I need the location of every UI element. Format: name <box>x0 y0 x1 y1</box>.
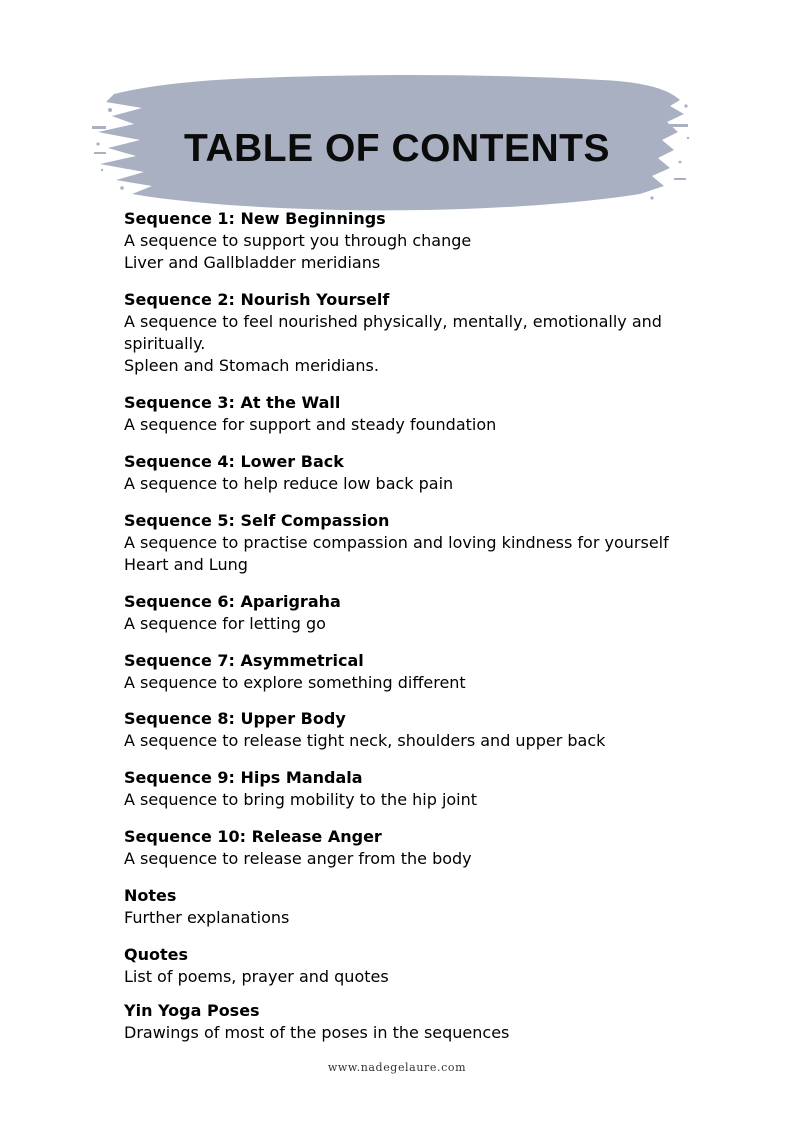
toc-entry-heading: Sequence 10: Release Anger <box>124 827 382 846</box>
toc-entry-sequence-2 <box>124 289 684 377</box>
toc-entry-description: A sequence to explore something different <box>124 673 466 692</box>
toc-entry-heading: Sequence 6: Aparigraha <box>124 592 341 611</box>
toc-entry-sequence-5 <box>124 510 684 576</box>
footer-website-url: www.nadegelaure.com <box>327 1061 467 1074</box>
toc-entry-description: Drawings of most of the poses in the sequences <box>124 1023 510 1042</box>
toc-entry-description: A sequence to practise compassion and loving kindness for yourself <box>124 533 669 552</box>
toc-entry-description: A sequence to support you through change <box>124 231 472 250</box>
toc-entry-sequence-10 <box>124 826 684 870</box>
toc-entry-heading: Yin Yoga Poses <box>124 1001 260 1020</box>
toc-entry-heading: Sequence 5: Self Compassion <box>124 511 390 530</box>
toc-entry-sequence-4 <box>124 451 684 495</box>
toc-entry-notes <box>124 885 684 929</box>
toc-entry-description: A sequence to bring mobility to the hip joint <box>124 790 478 809</box>
toc-entry-description: A sequence for letting go <box>124 614 326 633</box>
toc-entry-description: A sequence to feel nourished physically, mentally, emotionally and spiritually. <box>124 312 662 353</box>
toc-entry-meridians: Liver and Gallbladder meridians <box>124 253 381 272</box>
toc-entry-sequence-9 <box>124 767 684 811</box>
toc-entry-sequence-6 <box>124 591 684 635</box>
toc-entry-heading: Sequence 2: Nourish Yourself <box>124 290 390 309</box>
toc-entry-description: A sequence to help reduce low back pain <box>124 474 454 493</box>
toc-entry-sequence-8 <box>124 708 684 752</box>
toc-entry-heading: Sequence 7: Asymmetrical <box>124 651 364 670</box>
toc-entry-heading: Sequence 8: Upper Body <box>124 709 346 728</box>
toc-entry-sequence-7 <box>124 650 684 694</box>
toc-entry-yin-yoga-poses <box>124 1000 684 1044</box>
toc-entry-description: List of poems, prayer and quotes <box>124 967 389 986</box>
toc-entry-quotes <box>124 944 684 988</box>
toc-entry-heading: Notes <box>124 886 177 905</box>
toc-entry-meridians: Heart and Lung <box>124 555 248 574</box>
toc-entry-sequence-3 <box>124 392 684 436</box>
toc-entry-meridians: Spleen and Stomach meridians. <box>124 356 379 375</box>
toc-entry-description: A sequence to release anger from the body <box>124 849 472 868</box>
toc-entry-heading: Sequence 3: At the Wall <box>124 393 341 412</box>
toc-entry-sequence-1 <box>124 208 684 274</box>
toc-entry-heading: Sequence 9: Hips Mandala <box>124 768 363 787</box>
toc-entry-description: A sequence for support and steady foundation <box>124 415 497 434</box>
toc-entry-description: A sequence to release tight neck, shoulders and upper back <box>124 731 606 750</box>
page-title: TABLE OF CONTENTS <box>184 127 610 170</box>
toc-entry-heading: Sequence 1: New Beginnings <box>124 209 386 228</box>
toc-entry-heading: Sequence 4: Lower Back <box>124 452 344 471</box>
toc-entry-heading: Quotes <box>124 945 189 964</box>
toc-entry-description: Further explanations <box>124 908 290 927</box>
